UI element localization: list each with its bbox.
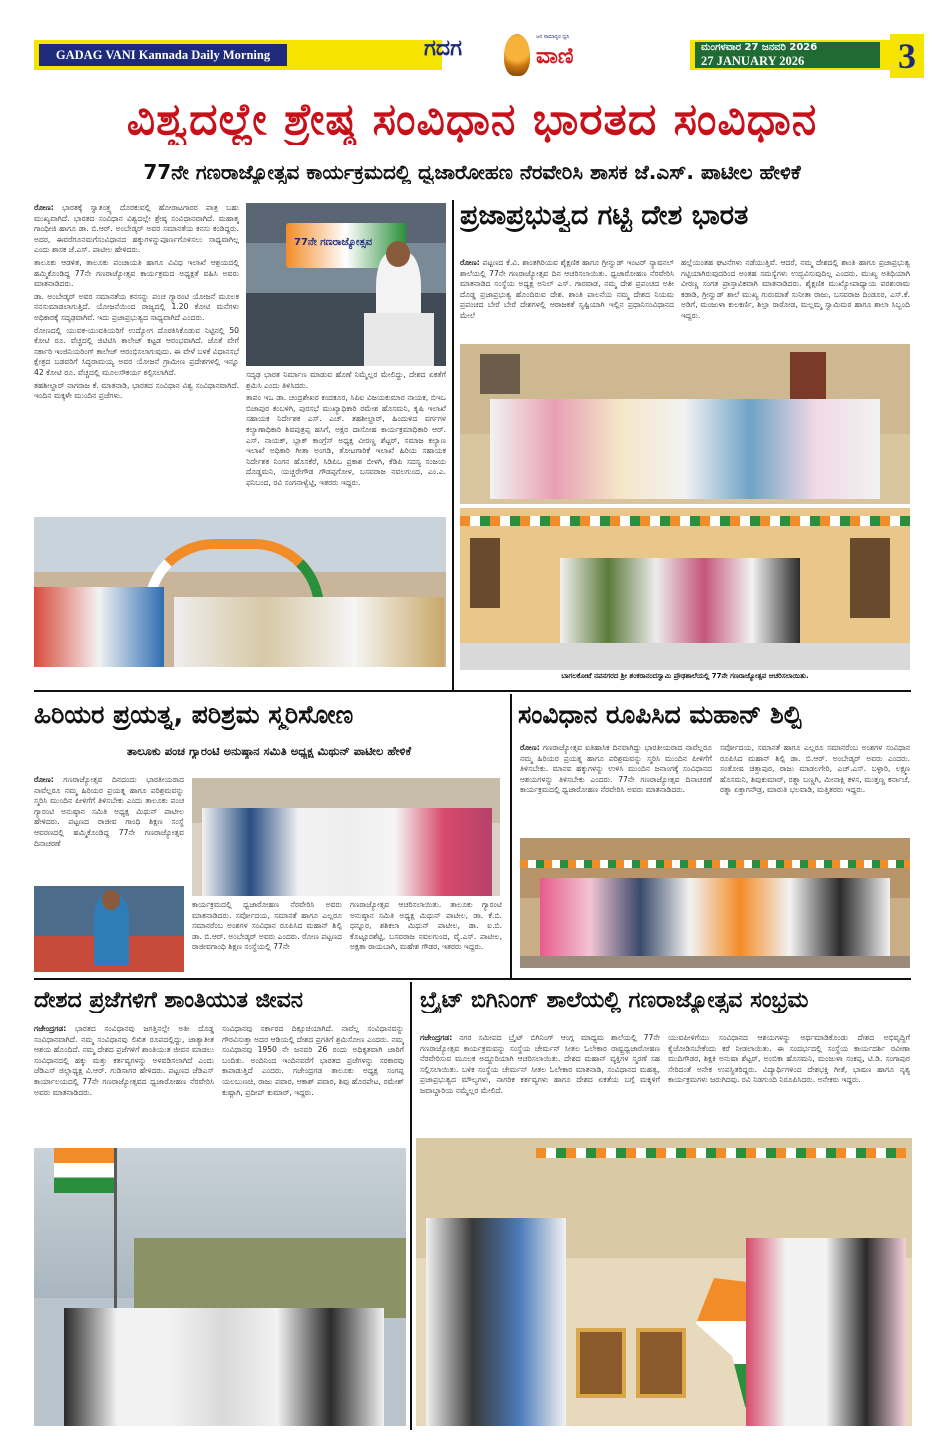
photo-flag	[54, 1148, 114, 1193]
story2-caption: ಬಾಗಲಕೋಟೆ ನವನಗರದ ಶ್ರೀ ಶಂಕರಾನಂದಸ್ವಾಮಿ ಪ್ರೌಢಶಾಲೆಯಲ್ಲಿ 77ನೇ ಗಣರಾಜ್ಯೋತ್ಸವ ಆಚರಿಸಲಾಯಿತು.	[561, 672, 809, 680]
dateline: ರೋಣ:	[520, 743, 540, 752]
dateline: ಗಜೇಂದ್ರಗಡ:	[34, 1024, 67, 1033]
lead-photo-parade	[34, 517, 446, 667]
section-rule	[34, 690, 911, 692]
date-kannada: ಮಂಗಳವಾರ 27 ಜನವರಿ 2026	[701, 42, 818, 53]
photo-group	[202, 808, 492, 896]
photo-crowd-left	[34, 587, 164, 667]
logo-tagline: ಜನ ಸಾಮಾನ್ಯರ ಧ್ವನಿ	[536, 34, 570, 40]
photo-bunting	[460, 516, 910, 526]
photo-bunting	[520, 860, 910, 868]
story4-photo	[520, 838, 910, 968]
photo-group	[540, 878, 890, 958]
photo-officials	[174, 597, 444, 667]
column-rule	[452, 200, 454, 690]
story5-col2: ಸಂವಿಧಾನವು ಸರ್ಕಾರದ ದಿಕ್ಸೂಚಿಯಾಗಿದೆ. ನಾವೆಲ್ಲ ಸಂವಿಧಾನವನ್ನು ಗೌರವಿಸುತ್ತಾ ಅದರ ಆಡಿಯಲ್ಲಿ ದೇಶದ ಪ್ರಗತಿಗೆ ಶ್ರಮಿಸೋಣ ಎಂದರು. ನಮ್ಮ ಸಂವಿಧಾನವು 1950 ನೇ ಜನವರಿ 26 ರಂದು ಅಧಿಕೃತವಾಗಿ ಜಾರಿಗೆ ಬಂದಿತು. ಅಂದಿನಿಂದ ಇಂದಿನವರೆಗೆ ಭಾರತದ ಪ್ರಜೆಗಳನ್ನು ಸರಕಾರವು ಕಾಪಾಡುತ್ತಿದೆ ಎಂದರು. ಗಜೇಂದ್ರಗಡ ತಾಲೂಕು ಅಧ್ಯಕ್ಷ ಸಂಗಪ್ಪ ಯಲಬುಣಚಿ, ರಾಜು ಪವಾರ, ಆಕಾಶ್ ಪವಾರ, ಶಿವು ಹೊರಪೇಟ, ರಮೇಶ್ ಕುಷ್ಟಾಗಿ, ಪ್ರದೀಪ್ ಕುಮಾರ್, ಇದ್ದರು.	[222, 1024, 404, 1097]
lead-photo-speaker	[246, 203, 446, 366]
photo-floor	[460, 643, 910, 670]
logo-mascot-icon	[504, 34, 530, 76]
photo-speaker-head	[102, 890, 120, 910]
photo-bunting	[536, 1148, 906, 1158]
dateline: ರೋಣ:	[34, 203, 54, 212]
photo-podium	[364, 313, 434, 366]
story3-col2: ಕಾರ್ಯಕ್ರಮದಲ್ಲಿ ಧ್ವಜಾರೋಹಣ ನೆರವೇರಿಸಿ ಅವರು ಮಾತನಾಡಿದರು. ಸರ್ವೋದಯ, ಸಮಾನತೆ ಹಾಗೂ ಎಲ್ಲರೂ ಸಮಾನರೆಂಬ ಅಂಶಗಳ ಸಂವಿಧಾನ ರೂಪಿಸಿದ ಮಹಾನ್ ಶಿಲ್ಪಿ ಡಾ. ಬಿ.ಆರ್. ಅಂಬೇಡ್ಕರ್ ಅವರು ಎಂದರು. ರೋಣ ಪಟ್ಟಣದ ರಾಜೀವಗಾಂಧಿ ಶಿಕ್ಷಣ ಸಂಸ್ಥೆಯಲ್ಲಿ 77ನೇ	[192, 900, 342, 952]
lead-col1-para: ರೋಣದಲ್ಲಿ ಯುವಕ-ಯುವತಿಯರಿಗೆ ಉದ್ಯೋಗ ದೊರಕಿಸಿಕೊಡುವ ನಿಟ್ಟಿನಲ್ಲಿ 50 ಕೋಟಿ ರೂ. ವೆಚ್ಚದಲ್ಲಿ ಜಿಟಿಟಿಸಿ ಕಾಲೇಜ್ ಕಟ್ಟಡ ಆರಂಭವಾಗಿದೆ. ಜೊತೆ ವೇಗೆ ಸರ್ಕಾರಿ ಇಂಜಿನಿಯರಿಂಗ್ ಕಾಲೇಜ್ ಆರಂಭಿಸಲಾಗುವುದು. ಈ ವೇಳೆ ಬಳಕೆ ವಿಧಾನಸಭೆ ಕ್ಷೇತ್ರದ ಬಡವರಿಗೆ ಸಿದ್ಧರಾಮಯ್ಯ ಅವರ ಯೋಜನೆ ಗ್ರಾಮೀಣ ಪ್ರದೇಶಗಳಲ್ಲಿ ಇನ್ನೂ 42 ಕೋಟಿ ರೂ. ವೆಚ್ಚದಲ್ಲಿ ಮೂಲಸೌಕರ್ಯ ಕಲ್ಪಿಸಲಾಗಿದೆ.	[34, 325, 239, 377]
photo-wall-door	[850, 538, 890, 618]
story5-headline: ದೇಶದ ಪ್ರಜೆಗಳಿಗೆ ಶಾಂತಿಯುತ ಜೀವನ	[34, 988, 304, 1013]
photo-portrait	[636, 1328, 686, 1398]
dateline: ಗಜೇಂದ್ರಗಡ:	[420, 1033, 453, 1042]
photo-floor	[520, 956, 910, 968]
story3-col1: ರೋಣ: ಗಣರಾಜ್ಯೋತ್ಸವ ದಿನದಂದು ಭಾರತೀಯರಾದ ನಾವೆಲ್ಲರೂ ನಮ್ಮ ಹಿರಿಯರ ಪ್ರಯತ್ನ ಹಾಗೂ ಪರಿಶ್ರಮವನ್ನು ಸ್ಮರಿಸಿ ಮುಂದಿನ ಪೀಳಿಗೆಗೆ ತಿಳಿಸಬೇಕು ಎಂದು ತಾಲೂಕು ಪಂಚ ಗ್ಯಾರಂಟಿ ಅನುಷ್ಠಾನ ಸಮಿತಿ ಅಧ್ಯಕ್ಷ ಮಿಥುನ್ ಪಾಟೀಲ ಹೇಳಿದರು. ಪಟ್ಟಣದ ರಾಜೀವ ಗಾಂಧಿ ಶಿಕ್ಷಣ ಸಂಸ್ಥೆ ಆವರಣದಲ್ಲಿ ಹಮ್ಮಿಕೊಂಡಿದ್ದ 77ನೇ ಗಣರಾಜ್ಯೋತ್ಸವ ದಿನಾಚರಣೆ	[34, 775, 184, 848]
photo-speaker-head	[386, 241, 410, 267]
story6-headline: ಬ್ರೈಟ್ ಬಿಗಿನಿಂಗ್ ಶಾಲೆಯಲ್ಲಿ ಗಣರಾಜ್ಯೋತ್ಸವ ಸಂಭ್ರಮ	[420, 988, 809, 1013]
photo-trees	[134, 1238, 406, 1318]
column-rule	[410, 982, 412, 1430]
lead-col2-para: ಸದೃಢ ಭಾರತ ನಿರ್ಮಾಣ ಮಾಡುವ ಹೊಣೆ ನಿಮ್ಮೆಲ್ಲರ ಮೇಲಿದ್ದು, ದೇಶದ ಏಕತೆಗೆ ಶ್ರಮಿಸಿ ಎಂದು ತಿಳಿಸಿದರು.	[246, 370, 446, 390]
story6-photo	[416, 1138, 912, 1426]
story2-photo-top	[460, 344, 910, 504]
photo-group	[426, 1218, 566, 1426]
story2-col1: ರೋಣ: ಪಟ್ಟಣದ ಕೆ.ವಿ. ಶಾಂತಗಿರಿಯವ ಶೈಕ್ಷಣಿಕ ಹಾಗೂ ಗ್ರೀನ್ವುಡ್ ಇಂಟರ್ ನ್ಯಾಷನಲ್ ಶಾಲೆಯಲ್ಲಿ 77ನೇ ಗಣರಾಜ್ಯೋತ್ಸವ ದಿನ ಆಚರಿಸಲಾಯಿತು. ಧ್ವಜಾರೋಹಣ ನೆರವೇರಿಸಿ ಮಾತನಾಡಿದ ಸಂಸ್ಥೆಯ ಅಧ್ಯಕ್ಷ ಅನಿಲ್ ಎಸ್. ಗಾರವಾಡ, ನಮ್ಮ ದೇಶ ಪ್ರಪಂಚದ ಅತೀ ದೊಡ್ಡ ಪ್ರಜಾಪ್ರಭುತ್ವ ಹೊಂದಿರುವ ದೇಶ. ಶಾಂತಿ ಪಾಲನೆಯ ನಮ್ಮ ದೇಶದ ನಿಯಮ ಪ್ರಪಂಚದ ಬೇರೆ ಬೇರೆ ದೇಶಗಳಲ್ಲಿ ಆರಾಜಕತೆ ಸೃಷ್ಟಿಯಾಗಿ ಇಲ್ಲಿನ ಪ್ರಧಾನಿಸಂವಿಧಾನದ ಮೇಲೆ	[460, 258, 674, 320]
lead-col1-para: ತಹಶೀಲ್ದಾರ್ ನಾಗರಾಜ ಕೆ. ಮಾತನಾಡಿ, ಭಾರತದ ಸಂವಿಧಾನ ವಿಶ್ವ ಸಂವಿಧಾನವಾಗಿದೆ. ಇಂದಿನ ಮಕ್ಕಳೇ ಮುಂದಿನ ಪ್ರಜೆಗಳು.	[34, 380, 239, 401]
lead-subheadline: 77ನೇ ಗಣರಾಜ್ಯೋತ್ಸವ ಕಾರ್ಯಕ್ರಮದಲ್ಲಿ ಧ್ವಜಾರೋಹಣ ನೆರವೇರಿಸಿ ಶಾಸಕ ಜೆ.ಎಸ್. ಪಾಟೀಲ ಹೇಳಿಕೆ	[143, 160, 801, 184]
date-inner	[695, 42, 880, 68]
photo-group	[560, 558, 800, 648]
lead-col1-para: ಡಾ. ಅಂಬೇಡ್ಕರ್ ಅವರ ಸಮಾನತೆಯ ಕನಸನ್ನು ಪಂಚ ಗ್ಯಾರಂಟಿ ಯೋಜನೆ ಮೂಲಕ ನನಸುಮಾಡಲಾಗುತ್ತಿದೆ. ಯೋಜನೆಯಿಂದ ರಾಜ್ಯದಲ್ಲಿ 1.20 ಕೋಟಿ ಮನೆಗಳು ಅಧಿಕಾರಕ್ಕೆ ಸದೃಢವಾಗಿವೆ. ಇದು ಪ್ರಜಾಪ್ರಭುತ್ವದ ಸಾಧ್ಯವಾಗಿದೆ ಎಂದರು.	[34, 291, 239, 322]
banner-text: 77ನೇ ಗಣರಾಜ್ಯೋತ್ಸವ	[294, 237, 372, 248]
story2-photo-bottom	[460, 508, 910, 670]
masthead-bar	[292, 40, 442, 70]
photo-group	[490, 399, 880, 499]
story5-photo	[34, 1148, 406, 1426]
story3-col3: ಗಣರಾಜ್ಯೋತ್ಸವ ಆಚರಿಸಲಾಯಿತು. ತಾಲೂಕು ಗ್ಯಾರಂಟಿ ಅನುಷ್ಠಾನ ಸಮಿತಿ ಅಧ್ಯಕ್ಷ ಮಿಥುನ್ ಪಾಟೀಲ, ಡಾ. ಕೆ.ಬಿ. ಧನ್ನೂರ, ಶಶಿಕಲಾ ಮಿಥುನ್ ಪಾಟೀಲ, ಡಾ. ಐ.ಬಿ. ಕೊಟ್ಟೂರಶೆಟ್ಟಿ, ಬಸವರಾಜ ನವಲಗುಂದ, ವೈ.ಎಸ್. ಪಾಟೀಲ, ಅಕ್ಷತಾ ರಾಯಬಾಗಿ, ಮಹೇಶ ಗೌಡರ, ಇತರರು ಇದ್ದರು.	[350, 900, 502, 952]
section-rule	[34, 978, 911, 980]
story5-col1: ಗಜೇಂದ್ರಗಡ: ಭಾರತದ ಸಂವಿಧಾನವು ಜಗತ್ತಿನಲ್ಲೇ ಅತೀ ದೊಡ್ಡ ಸಂವಿಧಾನವಾಗಿದೆ. ನಮ್ಮ ಸಂವಿಧಾನವು ಲಿಖಿತ ರೂಪದಲ್ಲಿದ್ದು, ಜಾತ್ಯಾತೀತ ಆಶಯ ಹೊಂದಿದೆ. ನಮ್ಮ ದೇಶದ ಪ್ರಜೆಗಳಿಗೆ ಶಾಂತಿಯುತ ಜೀವನ ಮಾಡಲು ಸಂವಿಧಾನದಲ್ಲಿ ಹಕ್ಕು ಮತ್ತು ಕರ್ತವ್ಯಗಳನ್ನು ಅಳವಡಿಸಲಾಗಿದೆ ಎಂದು ಜೆಡಿಎಸ್ ಜಿಲ್ಲಾಧ್ಯಕ್ಷ ವಿ.ಆರ್. ಗುಡಿಸಾಗರ ಹೇಳಿದರು. ಪಟ್ಟಣದ ಜೆಡಿಎಸ್ ಕಾರ್ಯಾಲಯದಲ್ಲಿ 77ನೇ ಗಣರಾಜ್ಯೋತ್ಸವದ ಧ್ವಜಾರೋಹಣ ನೆರವೇರಿಸಿ ಅವರು ಮಾತನಾಡಿದರು.	[34, 1024, 214, 1097]
lead-col1	[34, 203, 239, 513]
story2-col2: ಹಲ್ಲೆಯಂತಹ ಘಟನೆಗಳು ನಡೆಯುತ್ತಿವೆ. ಆದರೆ, ನಮ್ಮ ದೇಶದಲ್ಲಿ ಶಾಂತಿ ಹಾಗೂ ಪ್ರಜಾಪ್ರಭುತ್ವ ಗಟ್ಟಿಯಾಗಿರುವುದರಿಂದ ಅಂತಹ ಸಮಸ್ಯೆಗಳು ಉದ್ಭವಿಸುವುದಿಲ್ಲ ಎಂದರು. ಮುಖ್ಯ ಅತಿಥಿಯಾಗಿ ವೀರಣ್ಣ ಸಂಗತ ಪ್ರಾಸ್ತಾವಿಕವಾಗಿ ಮಾತನಾಡಿದರು. ಶೈಕ್ಷಣಿಕ ಮುಖ್ಯೋಪಾಧ್ಯಾಯ ಪರಶುರಾಮ ಕಡಾಡಿ, ಗ್ರೀನ್ವುಡ್ ಶಾಲೆ ಮುಖ್ಯ ಗುರುಮಾತೆ ಸುನೀತಾ ರಾಜು, ಬಸವರಾಜ ದಿಂಡೂರ, ಎಸ್.ಕೆ. ಅಡಿಗೆ, ಮಂಜುಳಾ ಕುಲಕರ್ಣಿ, ಶಿಲ್ಪಾ ರಾಠೋಡ, ಮಲ್ಲಮ್ಮ ಸ್ವಾಮಿಮಠ ಹಾಗೂ ಶಾಲಾ ಸಿಬ್ಬಂದಿ ಇದ್ದರು.	[681, 258, 910, 320]
lead-col1-para: ರೋಣ: ಭಾರತಕ್ಕೆ ಸ್ವಾತಂತ್ರ್ಯ ದೊರಕುವಲ್ಲಿ ಹೋರಾಟಗಾರರ ಪಾತ್ರ ಬಹು ಮುಖ್ಯವಾಗಿದೆ. ಭಾರತದ ಸಂವಿಧಾನ ವಿಶ್ವದಲ್ಲೇ ಶ್ರೇಷ್ಠ ಸಂವಿಧಾನವಾಗಿದೆ. ಮಹಾತ್ಮ ಗಾಂಧೀಜಿ ಹಾಗೂ ಡಾ. ಬಿ.ಆರ್. ಅಂಬೇಡ್ಕರ್ ಅವರ ಸಮಾನತೆಯ ಕನಸು ಕಂಡಿದ್ದರು. ಅದರ, ಈವರೆಗೂನಮಗೆಸಂವಿಧಾನದ ಹಕ್ಕುಗಳನ್ನುಪೂರ್ಣಗೊಳಿಸಲು ಸಾಧ್ಯವಾಗಿಲ್ಲ ಎಂದು ಶಾಸಕ ಜೆ.ಎಸ್. ಪಾಟೀಲ ಹೇಳಿದರು.	[34, 203, 239, 255]
logo-text-part2: ವಾಣಿ	[536, 44, 574, 69]
story4-col1: ರೋಣ: ಗಣರಾಜ್ಯೋತ್ಸವ ಐತಿಹಾಸಿಕ ದಿನವಾಗಿದ್ದು ಭಾರತೀಯರಾದ ನಾವೆಲ್ಲರೂ ನಮ್ಮ ಹಿರಿಯರ ಪ್ರಯತ್ನ ಹಾಗೂ ಪರಿಶ್ರಮವನ್ನು ಸ್ಮರಿಸಿ ಮುಂದಿನ ಪೀಳಿಗೆಗೆ ತಿಳಿಸಬೇಕು. ಮಾನವ ಹಕ್ಕುಗಳನ್ನು ಉಳಿಸಿ ಮುಂದಿನ ಜನಾಂಗಕ್ಕೆ ಸಂವಿಧಾನದ ಆಶಯಗಳನ್ನು ತಿಳಿಸಬೇಕು ಎಂದರು. 77ನೇ ಗಣರಾಜ್ಯೋತ್ಸವ ದಿನಾಚರಣೆ ಕಾರ್ಯಕ್ರಮದಲ್ಲಿ ಧ್ವಜಾರೋಹಣ ನೆರವೇರಿಸಿ ಅವರು ಮಾತನಾಡಿದರು.	[520, 743, 712, 795]
photo-window	[480, 354, 520, 394]
photo-group	[64, 1308, 384, 1426]
story3-subheadline: ತಾಲೂಕು ಪಂಚ ಗ್ಯಾರಂಟಿ ಅನುಷ್ಠಾನ ಸಮಿತಿ ಅಧ್ಯಕ್ಷ ಮಿಥುನ್ ಪಾಟೀಲ ಹೇಳಿಕೆ	[126, 744, 412, 758]
story4-col2: ಸರ್ವೋದಯ, ಸಮಾನತೆ ಹಾಗೂ ಎಲ್ಲರೂ ಸಮಾನರೆಂಬ ಅಂಶಗಳ ಸಂವಿಧಾನ ರೂಪಿಸಿದ ಮಹಾನ್ ಶಿಲ್ಪಿ ಡಾ. ಬಿ.ಆರ್. ಅಂಬೇಡ್ಕರ್ ಅವರು ಎಂದರು. ಸಂತೋಷ ಚಿತ್ತಾಪುರ, ರಾಜು ಮಾಡಲಗೇರಿ, ಎಚ್.ಎಸ್. ಬಳ್ಳಾರಿ, ಲಕ್ಷ್ಮಣ ಹೊಸಮನಿ, ಶಿವುಕುಮಾರ್, ರತ್ನಾ ಬಣ್ಣಗಿ, ಮೀನಾಕ್ಷಿ ಕಳಸ, ಮುತ್ತಣ್ಣ ಕರ್ನಾಚೆ, ರತ್ನಾ ಏಕ್ತಾಗನೌಡ್ರ, ಮಾರುತಿ ಭಲವಾಡಿ, ಮತ್ತಿತರರು ಇದ್ದರು.	[720, 743, 910, 795]
masthead	[34, 34, 916, 78]
paper-name-box	[34, 40, 292, 70]
photo-wall-door	[470, 538, 500, 608]
story3-headline: ಹಿರಿಯರ ಪ್ರಯತ್ನ, ಪರಿಶ್ರಮ ಸ್ಮರಿಸೋಣ	[34, 700, 354, 729]
lead-col2	[246, 370, 446, 513]
date-box	[690, 40, 890, 70]
page-number: 3	[890, 34, 924, 78]
logo-text-part1: ಗದಗ	[424, 36, 463, 61]
column-rule	[510, 694, 512, 978]
story6-col1: ಗಜೇಂದ್ರಗಡ: ನಗರ ಸಮೀಪದ ಬ್ರೈಟ್ ಬಿಗಿನಿಂಗ್ ಆಂಗ್ಲ ಮಾಧ್ಯಮ ಶಾಲೆಯಲ್ಲಿ 77ನೇ ಗಣರಾಜ್ಯೋತ್ಸವ ಕಾರ್ಯಕ್ರಮವನ್ನು ಸಂಸ್ಥೆಯ ಚೇರ್ಮನ್ ಸೀತಲ ಓಲೇಕಾರ ರಾಷ್ಟ್ರಧ್ವಜಾರೋಹಣ ನೆರವೇರಿಸುವ ಮೂಲಕ ಅದ್ದೂರಿಯಾಗಿ ಆಚರಿಸಲಾಯಿತು. ದೇಶದ ಮಹಾನ್ ವ್ಯಕ್ತಿಗಳ ಸ್ಮರಣೆ ಸಹ ಸಲ್ಲಿಸಲಾಯಿತು. ಬಳಿಕ ಸಂಸ್ಥೆಯ ಚೇರ್ಮನ್ ಸೀತಲ ಓಲೇಕಾರ ಮಾತನಾಡಿ, ಸಂವಿಧಾನದ ಮಹತ್ವ, ಪ್ರಜಾಪ್ರಭುತ್ವದ ಮೌಲ್ಯಗಳು, ನಾಗರಿಕ ಕರ್ತವ್ಯಗಳು ಹಾಗೂ ದೇಶದ ಏಕತೆಯ ಬಗ್ಗೆ ಮಕ್ಕಳಿಗೆ ಜವಾಬ್ದಾರಿಯ ನಮ್ಮೆಲ್ಲರ ಮೇಲಿದೆ.	[420, 1033, 660, 1095]
story2-headline: ಪ್ರಜಾಪ್ರಭುತ್ವದ ಗಟ್ಟಿ ದೇಶ ಭಾರತ	[460, 200, 749, 231]
dateline: ರೋಣ:	[34, 775, 54, 784]
story6-col2: ಯುವಪೀಳಿಗೆಯು ಸಂವಿಧಾನದ ಆಶಯಗಳನ್ನು ಅರ್ಥಮಾಡಿಕೊಂಡು ದೇಶದ ಅಭಿವೃದ್ಧಿಗೆ ಕೈಜೋಡಿಸಬೇಕೆಂದು ಕರೆ ನೀಡಲಾಯಿತು. ಈ ಸಂದರ್ಭದಲ್ಲಿ ಸಂಸ್ಥೆಯ ಕಾರ್ಯದರ್ಶಿ ರವೀಣಾ ಮುದಿಗೌಡರ, ಶಿಕ್ಷಕಿ ಅನುಷಾ ಶೆಟ್ಟರ್, ಅಂಬಿಕಾ ಹೊಸಮನಿ, ಮಂಜುಳಾ ಸಂಕಪ್ಪ, ಟಿ.ಡಿ. ಸಂಗಾಪುರ ಸೇರಿದಂತೆ ಅನೇಕ ಉಪಸ್ಥಿತರಿದ್ದರು. ವಿದ್ಯಾರ್ಥಿಗಳಿಂದ ದೇಶಭಕ್ತಿ ಗೀತೆ, ಭಾಷಣ ಹಾಗೂ ನೃತ್ಯ ಕಾರ್ಯಕ್ರಮಗಳು ಜರುಗಿದವು. ರವಿ ನಿಡಗುಂದಿ ನಿರೂಪಿಸಿದರು. ಅನೇಕರು ಇದ್ದರು.	[668, 1033, 910, 1085]
lead-col2-para: ತಾಪಂ ಇಒ ಡಾ. ಚಂದ್ರಶೇಖರ ಕಂದಕೂರ, ಸಿಪಿಐ ವಿಜಯಕುಮಾರ ನಾಯಕ, ಬಿಇಒ ಬಿಜಾಪುರ ಕಂಬಳಿಗಿ, ಪುರಸಭೆ ಮುಖ್ಯಾಧಿಕಾರಿ ರಮೇಶ ಹೊಸಮನಿ, ಕೃಷಿ ಇಲಾಖೆ ಸಹಾಯಕ ನಿರ್ದೇಶಕ ಎಸ್. ಎಚ್. ತಹಶೀಲ್ದಾರ್, ಹಿಂದುಳಿದ ವರ್ಗಗಳ ಕಲ್ಯಾಣಾಧಿಕಾರಿ ಶಿವಪುತ್ರಪ್ಪ ಹಸಿಗೆ, ಅಕ್ಷರ ದಾಸೋಹ ಕಾರ್ಯಕ್ರಮಾಧಿಕಾರಿ ಆರ್. ಎಸ್. ನಾಯಕ್, ಬ್ಲಾಕ್ ಕಾಂಗ್ರೆಸ್ ಅಧ್ಯಕ್ಷ ವೀರಣ್ಣ ಶೆಟ್ಟರ್, ಸಮಾಜ ಕಲ್ಯಾಣ ಇಲಾಖೆ ಅಧಿಕಾರಿ ಗೀತಾ ಅಂಗಡಿ, ತೋಟಗಾರಿಕೆ ಇಲಾಖೆ ಹಿರಿಯ ಸಹಾಯಕ ನಿರ್ದೇಶಕ ನಿಂಗನ ಹೊಸಕೆರೆ, ಸಿಡಿಪಿಒ ಪ್ರಕಾಶ ಬೀಳಗಿ, ಕೆಡಿಪಿ ಸದಸ್ಯ ಸಂಜಯ ದೊಡ್ಡಮನಿ, ಯಚ್ಚರೇಗೌಡ ಗೌಡಪ್ಪಗೋಳ, ಬಸವರಾಜ ನವಲಗುಂದ, ಎಂ.ಎ. ಫನಿಬಂದ, ರವಿ ಸಂಗನಾಳ್ವೆಟ್ಟಿ, ಇತರರು ಇದ್ದರು.	[246, 393, 446, 487]
paper-name: GADAG VANI Kannada Daily Morning	[39, 44, 287, 66]
masthead-logo	[424, 34, 614, 78]
story3-photo-speaker	[34, 886, 184, 972]
lead-col1-para: ತಾಲೂಕು ಆಡಳಿತ, ತಾಲೂಕು ಪಂಚಾಯತಿ ಹಾಗೂ ವಿವಿಧ ಇಲಾಖೆ ಆಶ್ರಯದಲ್ಲಿ ಹಮ್ಮಿಕೊಂಡಿದ್ದ 77ನೇ ಗಣರಾಜ್ಯೋತ್ಸವ ಕಾರ್ಯಕ್ರಮದ ಅಧ್ಯಕ್ಷತೆ ವಹಿಸಿ ಅವರು ಮಾತನಾಡಿದರು.	[34, 257, 239, 289]
photo-group	[746, 1238, 906, 1426]
dateline: ರೋಣ:	[460, 258, 480, 267]
date-english: 27 JANUARY 2026	[701, 54, 805, 68]
story3-photo-main	[192, 778, 500, 896]
story4-headline: ಸಂವಿಧಾನ ರೂಪಿಸಿದ ಮಹಾನ್ ಶಿಲ್ಪಿ	[518, 700, 802, 729]
photo-portrait	[576, 1328, 626, 1398]
lead-headline: ವಿಶ್ವದಲ್ಲೇ ಶ್ರೇಷ್ಠ ಸಂವಿಧಾನ ಭಾರತದ ಸಂವಿಧಾನ	[126, 94, 818, 145]
